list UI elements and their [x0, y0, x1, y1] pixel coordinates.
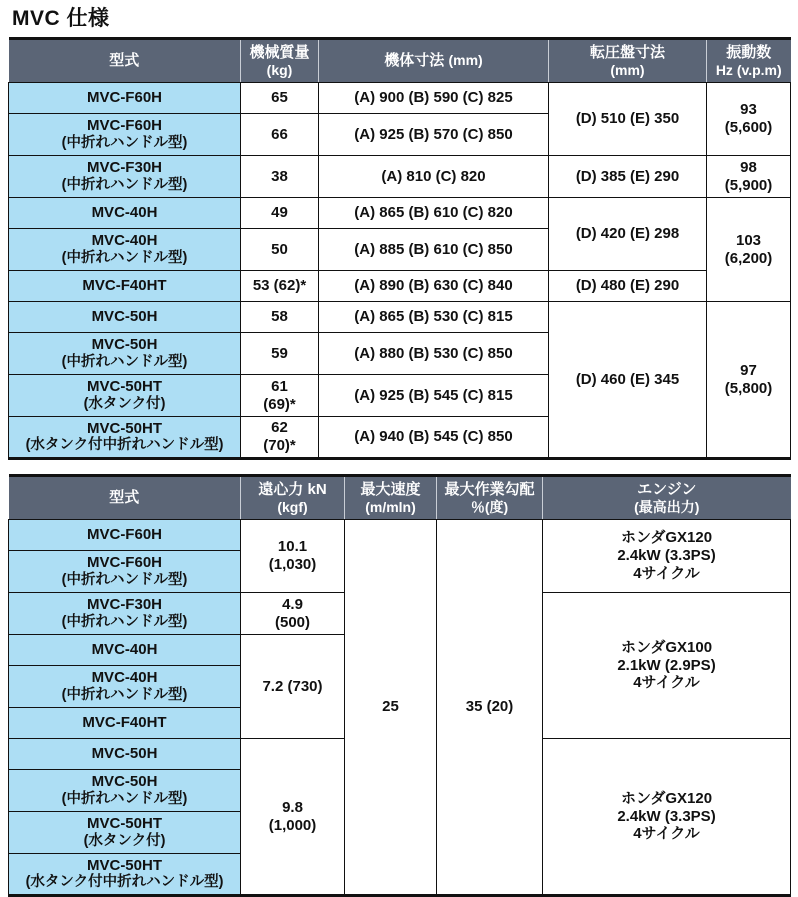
mass-value: 61 [271, 377, 288, 395]
col-header-plate-size [549, 39, 707, 83]
table-row [9, 83, 791, 114]
cell-body-size: (A) 925 (B) 545 (C) 815 [319, 375, 549, 417]
col-header-centrifugal-force-text: 遠心力 kN [258, 480, 327, 498]
engine-model: ホンダGX120 [620, 789, 713, 807]
cell-plate-size: (D) 510 (E) 350 [549, 83, 707, 156]
cell-mass [241, 302, 319, 333]
mass-value-alt: (70)* [263, 437, 296, 454]
model-variant: (中折れハンドル型) [61, 134, 188, 151]
model-name: MVC-F60H [86, 117, 162, 135]
model-variant: (中折れハンドル型) [61, 571, 188, 588]
force-kn: 7.2 (730) [262, 677, 323, 695]
frequency-vpm: (5,900) [724, 176, 773, 194]
col-header-frequency-unit: Hz (v.p.m) [715, 61, 782, 78]
model-name: MVC-F30H [86, 159, 162, 177]
cell-mass [241, 333, 319, 375]
mass-value: 59 [271, 344, 288, 362]
model-name: MVC-50H [91, 773, 158, 791]
model-name: MVC-F40HT [82, 714, 167, 732]
cell-engine [543, 520, 791, 593]
col-header-plate-size-text: 転圧盤寸法 [589, 43, 665, 61]
mass-value: 58 [271, 308, 288, 326]
model-variant: (水タンク付) [83, 395, 166, 412]
cell-frequency [707, 302, 791, 459]
col-header-centrifugal-force [241, 476, 345, 520]
table-header-row [9, 39, 791, 83]
cell-model [9, 593, 241, 635]
cell-mass [241, 156, 319, 198]
cell-model [9, 198, 241, 229]
table-separator [8, 460, 790, 474]
force-kn: 10.1 [277, 538, 308, 556]
engine-cycle: 4サイクル [633, 674, 700, 692]
cell-model [9, 83, 241, 114]
col-header-mass-unit: (kg) [266, 61, 293, 78]
mass-value: 53 (62)* [252, 277, 307, 295]
mass-value: 62 [271, 419, 288, 437]
col-header-engine-text: エンジン [637, 480, 697, 498]
mass-value: 50 [271, 240, 288, 258]
cell-body-size: (A) 865 (B) 530 (C) 815 [319, 302, 549, 333]
cell-model [9, 271, 241, 302]
table-row [9, 198, 791, 229]
force-kgf: (1,000) [268, 816, 317, 834]
cell-model [9, 854, 241, 896]
model-name: MVC-50H [91, 308, 158, 326]
spec-table-dimensions [8, 37, 791, 460]
cell-model [9, 520, 241, 551]
model-variant: (中折れハンドル型) [61, 176, 188, 193]
model-name: MVC-F40HT [82, 277, 167, 295]
frequency-vpm: (6,200) [724, 249, 773, 267]
table-row [9, 156, 791, 198]
model-name: MVC-F60H [86, 554, 162, 572]
mass-value: 49 [271, 204, 288, 222]
col-header-frequency [707, 39, 791, 83]
page-title: MVC 仕様 [12, 7, 110, 30]
cell-body-size: (A) 880 (B) 530 (C) 850 [319, 333, 549, 375]
cell-plate-size: (D) 385 (E) 290 [549, 156, 707, 198]
col-header-mass [241, 39, 319, 83]
cell-mass [241, 114, 319, 156]
cell-model [9, 770, 241, 812]
model-variant: (中折れハンドル型) [61, 249, 188, 266]
cell-frequency [707, 156, 791, 198]
cell-model [9, 551, 241, 593]
model-variant: (中折れハンドル型) [61, 790, 188, 807]
col-header-max-speed-unit: (m/mln) [365, 498, 416, 515]
cell-model [9, 333, 241, 375]
cell-body-size: (A) 890 (B) 630 (C) 840 [319, 271, 549, 302]
model-variant: (水タンク付中折れハンドル型) [25, 874, 224, 891]
cell-model [9, 739, 241, 770]
col-header-mass-text: 機械質量 [249, 43, 310, 61]
model-name: MVC-40H [91, 669, 158, 687]
cell-model [9, 156, 241, 198]
frequency-vpm: (5,800) [724, 379, 773, 397]
engine-power: 2.1kW (2.9PS) [617, 656, 716, 674]
col-header-model-text: 型式 [109, 52, 140, 70]
force-kn: 4.9 [282, 595, 303, 613]
model-name: MVC-50H [91, 336, 158, 354]
col-header-body-size-unit: (mm) [448, 52, 483, 69]
table-header-row [9, 476, 791, 520]
force-kgf: (1,030) [268, 556, 317, 573]
engine-model: ホンダGX100 [620, 638, 713, 656]
col-header-body-size-text: 機体寸法 [384, 52, 445, 70]
cell-mass [241, 417, 319, 459]
cell-model [9, 375, 241, 417]
engine-cycle: 4サイクル [633, 564, 700, 582]
cell-mass [241, 229, 319, 271]
mass-value: 38 [271, 167, 288, 185]
model-variant: (水タンク付) [83, 832, 166, 849]
cell-body-size: (A) 940 (B) 545 (C) 850 [319, 417, 549, 459]
cell-plate-size: (D) 480 (E) 290 [549, 271, 707, 302]
mass-value: 66 [271, 125, 288, 143]
col-header-model [9, 476, 241, 520]
engine-cycle: 4サイクル [633, 825, 700, 843]
col-header-body-size [319, 39, 549, 83]
col-header-model-text: 型式 [109, 489, 140, 507]
col-header-max-speed-text: 最大速度 [360, 480, 421, 498]
model-name: MVC-40H [91, 204, 158, 222]
mass-value-alt: (69)* [263, 395, 296, 413]
cell-frequency [707, 198, 791, 302]
col-header-max-gradient [437, 476, 543, 520]
force-kgf: (500) [274, 613, 311, 631]
engine-power: 2.4kW (3.3PS) [617, 807, 716, 825]
frequency-hz: 98 [740, 158, 757, 176]
cell-mass [241, 83, 319, 114]
model-name: MVC-50HT [86, 815, 162, 833]
model-variant: (水タンク付中折れハンドル型) [25, 437, 224, 454]
cell-model [9, 114, 241, 156]
table-row [9, 520, 791, 551]
col-header-engine-output: (最高出力) [634, 498, 700, 515]
model-variant: (中折れハンドル型) [61, 613, 188, 630]
model-name: MVC-F60H [86, 526, 162, 544]
spec-table-performance [8, 474, 791, 897]
cell-body-size: (A) 885 (B) 610 (C) 850 [319, 229, 549, 271]
cell-mass [241, 271, 319, 302]
cell-centrifugal-force [241, 739, 345, 896]
cell-mass [241, 375, 319, 417]
frequency-hz: 103 [735, 231, 762, 249]
spec-page [0, 6, 798, 891]
model-name: MVC-50HT [86, 378, 162, 396]
cell-model [9, 302, 241, 333]
frequency-hz: 97 [740, 361, 757, 379]
col-header-frequency-text: 振動数 [726, 43, 772, 61]
cell-body-size: (A) 900 (B) 590 (C) 825 [319, 83, 549, 114]
cell-model [9, 635, 241, 666]
table-row [9, 271, 791, 302]
cell-engine [543, 593, 791, 739]
mass-value: 65 [271, 89, 288, 107]
col-header-model [9, 39, 241, 83]
cell-model [9, 666, 241, 708]
col-header-max-speed [345, 476, 437, 520]
model-name: MVC-F60H [86, 89, 162, 107]
cell-plate-size: (D) 420 (E) 298 [549, 198, 707, 271]
model-variant: (中折れハンドル型) [61, 353, 188, 370]
cell-centrifugal-force [241, 520, 345, 593]
model-name: MVC-40H [91, 641, 158, 659]
model-name: MVC-F30H [86, 596, 162, 614]
force-kn: 9.8 [282, 798, 303, 816]
model-variant: (中折れハンドル型) [61, 686, 188, 703]
cell-max-speed: 25 [345, 520, 437, 896]
cell-centrifugal-force [241, 635, 345, 739]
table-row [9, 302, 791, 333]
col-header-max-gradient-text: 最大作業勾配 [444, 480, 535, 498]
col-header-engine [543, 476, 791, 520]
engine-model: ホンダGX120 [620, 529, 713, 547]
cell-model [9, 708, 241, 739]
engine-power: 2.4kW (3.3PS) [617, 547, 716, 565]
cell-body-size: (A) 865 (B) 610 (C) 820 [319, 198, 549, 229]
cell-model [9, 812, 241, 854]
cell-body-size: (A) 925 (B) 570 (C) 850 [319, 114, 549, 156]
cell-body-size: (A) 810 (C) 820 [319, 156, 549, 198]
model-name: MVC-40H [91, 232, 158, 250]
cell-centrifugal-force [241, 593, 345, 635]
col-header-max-gradient-unit: ％(度) [470, 498, 509, 515]
model-name: MVC-50HT [86, 856, 162, 874]
cell-frequency [707, 83, 791, 156]
cell-plate-size: (D) 460 (E) 345 [549, 302, 707, 459]
model-name: MVC-50HT [86, 419, 162, 437]
cell-max-gradient: 35 (20) [437, 520, 543, 896]
model-name: MVC-50H [91, 745, 158, 763]
frequency-vpm: (5,600) [724, 119, 773, 136]
cell-model [9, 417, 241, 459]
frequency-hz: 93 [740, 101, 757, 119]
cell-engine [543, 739, 791, 896]
cell-mass [241, 198, 319, 229]
cell-model [9, 229, 241, 271]
col-header-plate-size-unit: (mm) [610, 61, 645, 78]
col-header-centrifugal-force-unit: (kgf) [277, 498, 308, 515]
